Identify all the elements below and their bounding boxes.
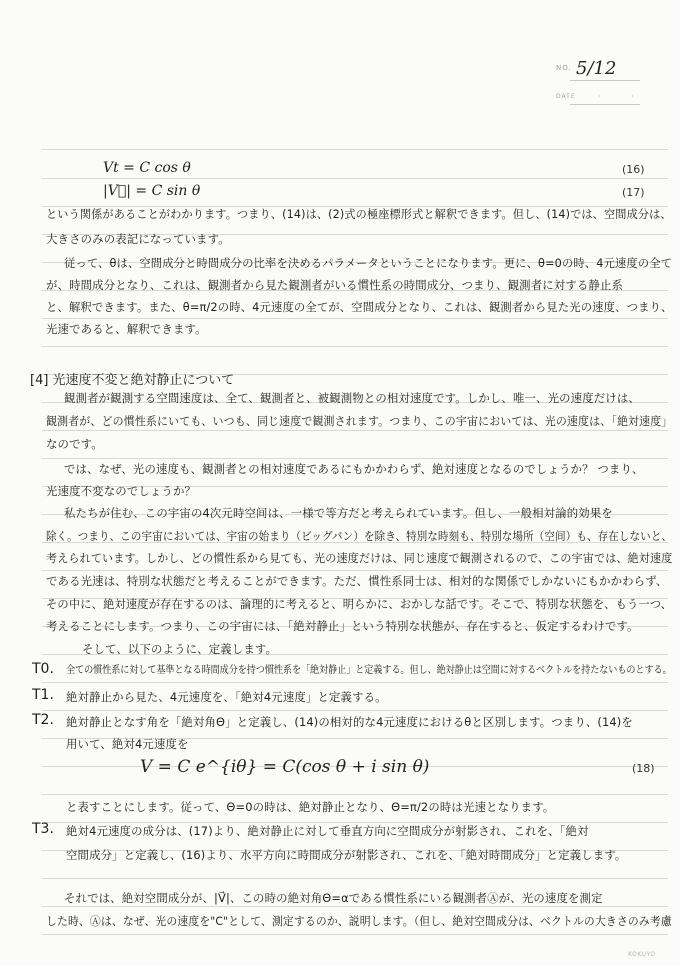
section-4-heading: [4] 光速度不変と絶対静止について — [30, 373, 235, 388]
definition-t2-after: と表すことにします。従って、Θ=0の時は、絶対静止となり、Θ=π/2の時は光速となります。 — [66, 800, 555, 814]
section4-line1: 観測者が観測する空間速度は、全て、観測者と、被観測物との相対速度です。しかし、唯一、光の速度だけは、 — [64, 391, 640, 405]
definition-t0-tag: T0. — [32, 661, 54, 677]
para1-line1: という関係があることがわかります。つまり、(14)は、(2)式の極座標形式と解釈できます。但し、(14)では、空間成分は、 — [46, 207, 672, 221]
equation-16: Vt = C cos θ — [103, 160, 191, 176]
equation-17-number: (17) — [622, 186, 645, 199]
definition-t1-text: 絶対静止から見た、4元速度を、「絶対4元速度」と定義する。 — [66, 690, 387, 704]
section4-line2: 観測者が、どの慣性系にいても、いつも、同じ速度で観測されます。つまり、この宇宙においては、光の速度は、「絶対速度」 — [46, 414, 673, 428]
section4-line5: 光速度不変なのでしょうか？ — [46, 484, 197, 498]
para2-line2: が、時間成分となり、これは、観測者から見た観測者がいる慣性系の時間成分、つまり、観測者に対する静止系 — [46, 278, 624, 292]
equation-18: V = C e^{iθ} = C(cos θ + i sin θ) — [140, 757, 430, 777]
header-no-label: NO. — [556, 64, 572, 72]
para1-line2: 大きさのみの表記になっています。 — [46, 232, 230, 246]
section4-line12: そして、以下のように、定義します。 — [82, 642, 278, 656]
section4-line4: では、なぜ、光の速度も、観測者との相対速度であるにもかかわらず、絶対速度となるのでしょうか？ つまり、 — [64, 462, 644, 476]
header-date-underline — [570, 104, 640, 105]
para2-line1: 従って、θは、空間成分と時間成分の比率を決めるパラメータということになります。更に、θ=0の時、4元速度の全て — [64, 256, 673, 270]
header-date-label: DATE — [556, 93, 576, 100]
section4-line10: その中に、絶対速度が存在するのは、論理的に考えると、明らかに、おかしな話です。そこで、特別な状態を、もう一つ、 — [46, 597, 673, 611]
definition-t0-text: 全ての慣性系に対して基準となる時間成分を持つ慣性系を「絶対静止」と定義する。但し、絶対静止は空間に対するベクトルを持たないものとする。 — [66, 665, 672, 676]
equation-16-number: (16) — [622, 163, 645, 176]
final-line2: した時、Ⓐは、なぜ、光の速度を"C"として、測定するのか、説明します。（但し、絶対空間成分は、ベクトルの大きさのみ考慮 — [46, 914, 672, 928]
equation-18-number: (18) — [632, 762, 655, 775]
section4-line11: 考えることにします。つまり、この宇宙には、「絶対静止」という特別な状態が、存在すると、仮定するわけです。 — [46, 619, 639, 633]
section4-line6: 私たちが住む、この宇宙の4次元時空间は、一様で等方だと考えられています。但し、一般相対論的効果を — [64, 506, 613, 520]
section4-line9: である光速は、特別な状態だと考えることができます。ただ、慣性系同士は、相対的な関係でしかないにもかかわらず、 — [46, 574, 668, 588]
page-number: 5/12 — [576, 58, 617, 79]
header-date-dots: · · — [598, 92, 648, 101]
definition-t2-tag: T2. — [32, 712, 54, 728]
definition-t3-text: 絶対4元速度の成分は、(17)より、絶対静止に対して垂直方向に空間成分が射影され、これを、「絶対 — [66, 824, 589, 838]
final-line1: それでは、絶対空間成分が、|V⃗|、この時の絶対角Θ=αである慣性系にいる観測者Ⓐが、光の速度を測定 — [64, 891, 603, 905]
para2-line3: と、解釈できます。また、θ=π/2の時、4元速度の全てが、空間成分となり、これは、観測者から見た光の速度、つまり、 — [46, 300, 673, 314]
definition-t3-line2: 空間成分」と定義し、(16)より、水平方向に時間成分が射影され、これを、「絶対時間成分」と定義します。 — [66, 848, 627, 862]
equation-17: |V⃗| = C sin θ — [103, 183, 201, 199]
ruled-lines — [42, 0, 668, 966]
definition-t2-line2: 用いて、絶対4元速度を — [66, 737, 189, 751]
para2-line4: 光速であると、解釈できます。 — [46, 322, 207, 336]
definition-t2-text: 絶対静止となす角を「絶対角Θ」と定義し、(14)の相対的な4元速度におけるθと区別します。つまり、(14)を — [66, 715, 633, 729]
header-no-underline — [570, 80, 640, 81]
section4-line8: 考えられています。しかし、どの慣性系から見ても、光の速度だけは、同じ速度で観測されるので、この宇宙では、絶対速度 — [46, 551, 673, 565]
section4-line3: なのです。 — [46, 437, 103, 451]
definition-t1-tag: T1. — [32, 687, 54, 703]
definition-t3-tag: T3. — [32, 821, 54, 837]
section4-line7: 除く。つまり、この宇宙においては、宇宙の始まり（ビッグバン）を除き、特別な時刻も、特別な場所（空间）も、存在しないと、 — [46, 529, 673, 543]
footer-brand: KOKUYO — [628, 951, 656, 958]
